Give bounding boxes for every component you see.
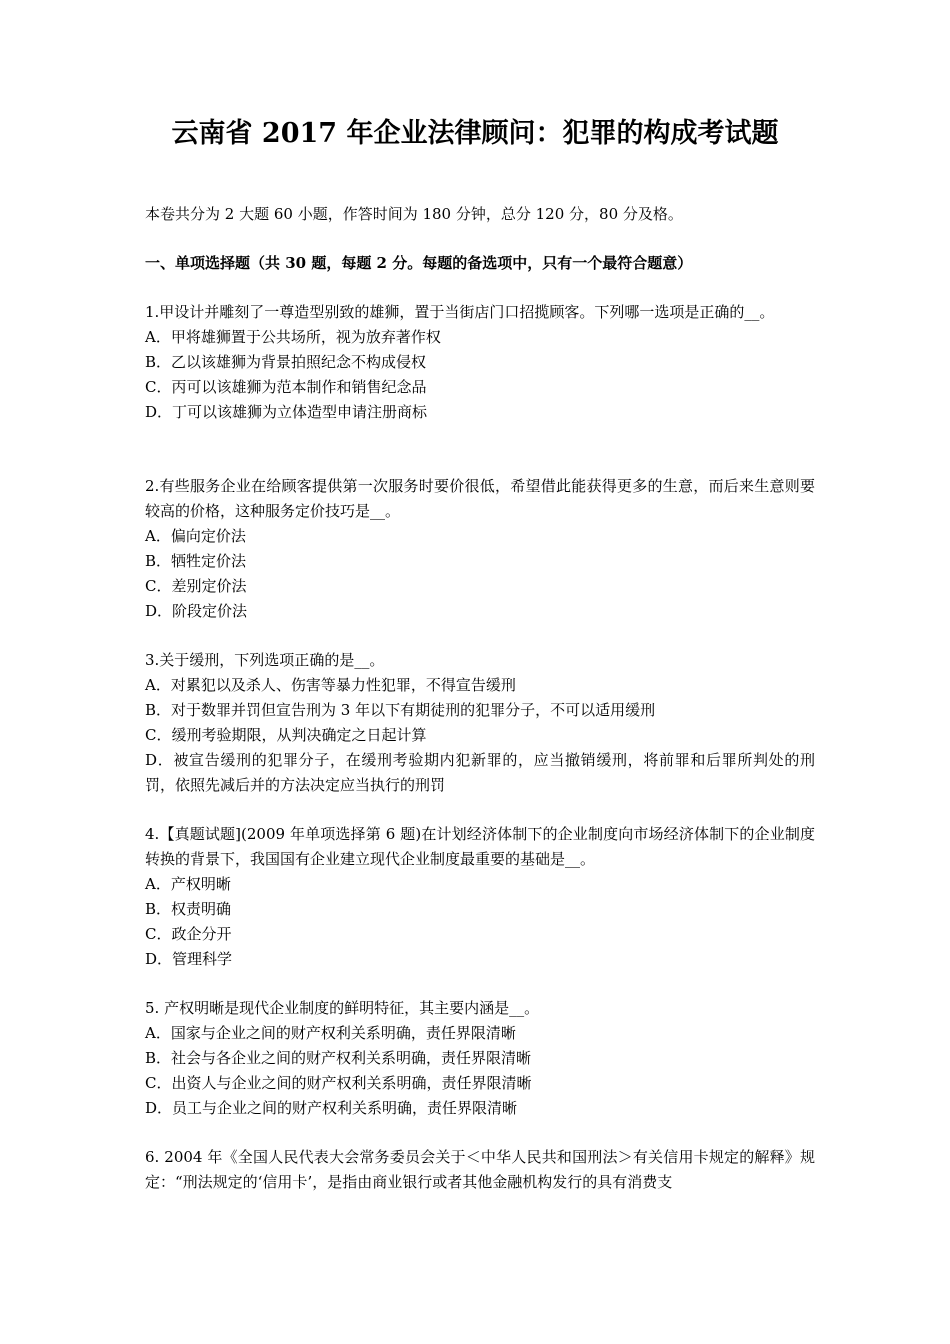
option-d: D．管理科学 <box>145 950 233 968</box>
option-d: D．丁可以该雄狮为立体造型申请注册商标 <box>145 403 428 421</box>
option-c: C．丙可以该雄狮为范本制作和销售纪念品 <box>145 378 427 396</box>
question-stem: 2.有些服务企业在给顾客提供第一次服务时要价很低，希望借此能获得更多的生意，而后来生意则要较高的价格，这种服务定价技巧是__。 <box>145 477 815 520</box>
exam-intro: 本卷共分为 2 大题 60 小题，作答时间为 180 分钟，总分 120 分，80 分及格。 <box>145 205 683 223</box>
question-5 <box>145 996 815 1121</box>
question-6 <box>145 1145 815 1195</box>
option-b: B．牺牲定价法 <box>145 552 247 570</box>
question-stem: 3.关于缓刑，下列选项正确的是__。 <box>145 651 385 669</box>
question-2 <box>145 474 815 624</box>
option-b: B．乙以该雄狮为背景拍照纪念不构成侵权 <box>145 353 427 371</box>
option-a: A．偏向定价法 <box>145 527 246 545</box>
question-4 <box>145 822 815 972</box>
section-heading: 一、单项选择题（共 30 题，每题 2 分。每题的备选项中，只有一个最符合题意） <box>145 254 693 272</box>
question-stem: 1.甲设计并雕刻了一尊造型别致的雄狮，置于当街店门口招揽顾客。下列哪一选项是正确的__。 <box>145 303 775 321</box>
option-a: A．国家与企业之间的财产权利关系明确，责任界限清晰 <box>145 1024 516 1042</box>
question-3 <box>145 648 815 798</box>
question-1 <box>145 300 815 425</box>
option-b: B．对于数罪并罚但宣告刑为 3 年以下有期徒刑的犯罪分子，不可以适用缓刑 <box>145 701 656 719</box>
question-stem: 6. 2004 年《全国人民代表大会常务委员会关于＜中华人民共和国刑法＞有关信用卡规定的解释》规定：“刑法规定的‘信用卡’，是指由商业银行或者其他金融机构发行的具有消费支 <box>145 1148 815 1191</box>
option-a: A．产权明晰 <box>145 875 231 893</box>
option-d: D．员工与企业之间的财产权利关系明确，责任界限清晰 <box>145 1099 518 1117</box>
question-stem: 5. 产权明晰是现代企业制度的鲜明特征，其主要内涵是__。 <box>145 999 540 1017</box>
option-b: B．权责明确 <box>145 900 232 918</box>
option-c: C．政企分开 <box>145 925 232 943</box>
option-b: B．社会与各企业之间的财产权利关系明确，责任界限清晰 <box>145 1049 532 1067</box>
option-c: C．差别定价法 <box>145 577 247 595</box>
option-a: A．甲将雄狮置于公共场所，视为放弃著作权 <box>145 328 441 346</box>
option-d: D．被宣告缓刑的犯罪分子，在缓刑考验期内犯新罪的，应当撤销缓刑，将前罪和后罪所判处的刑罚，依照先减后并的方法决定应当执行的刑罚 <box>145 751 815 794</box>
option-d: D．阶段定价法 <box>145 602 248 620</box>
question-stem: 4.【真题试题](2009 年单项选择第 6 题)在计划经济体制下的企业制度向市场经济体制下的企业制度转换的背景下，我国国有企业建立现代企业制度最重要的基础是__。 <box>145 825 815 868</box>
option-c: C．缓刑考验期限，从判决确定之日起计算 <box>145 726 427 744</box>
option-a: A．对累犯以及杀人、伤害等暴力性犯罪，不得宣告缓刑 <box>145 676 516 694</box>
option-c: C．出资人与企业之间的财产权利关系明确，责任界限清晰 <box>145 1074 532 1092</box>
page-title: 云南省 2017 年企业法律顾问：犯罪的构成考试题 <box>171 118 779 149</box>
